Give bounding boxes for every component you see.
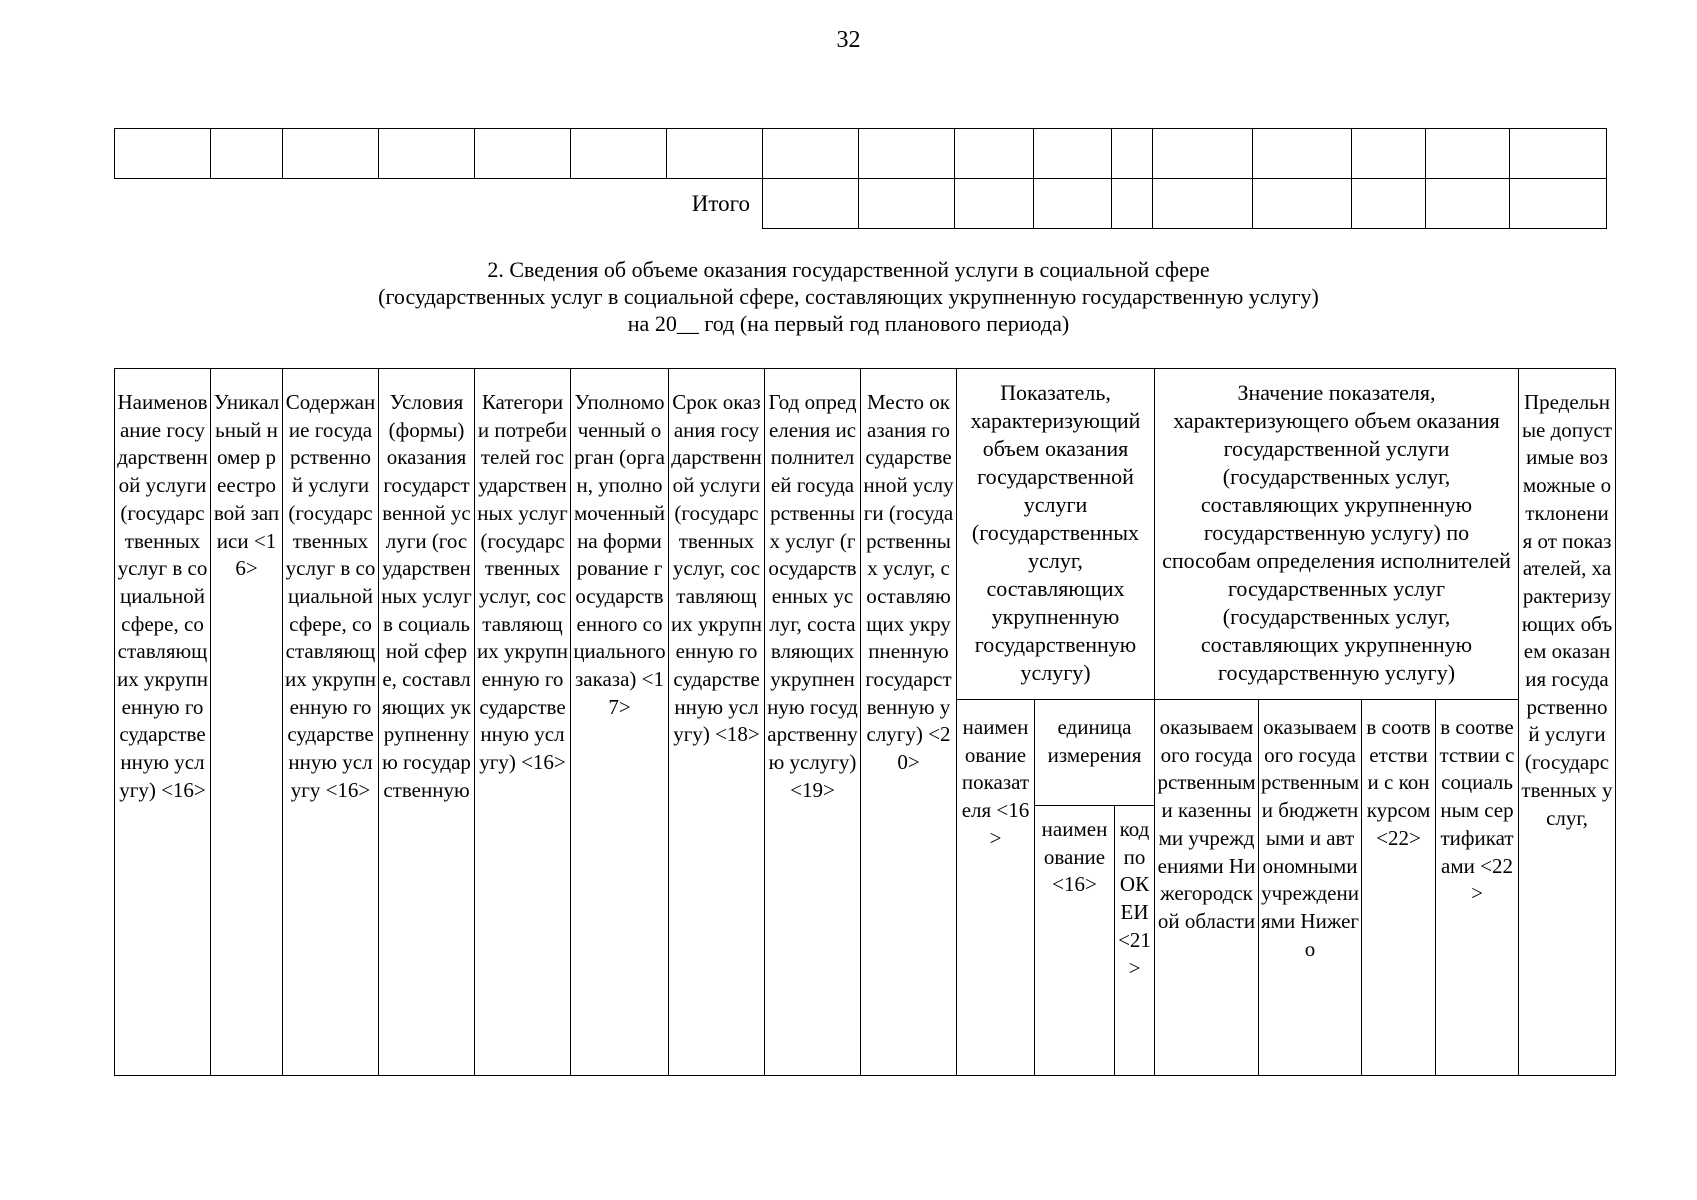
table-cell xyxy=(211,129,283,179)
itogo-row xyxy=(115,179,1607,229)
table-cell xyxy=(1426,179,1510,229)
continuation-table xyxy=(114,128,1607,229)
table-cell xyxy=(955,179,1034,229)
header-content: Содержание государственной услуги (государственных услуг в социальной сфере, составляющих укрупненную государственную услугу <16> xyxy=(283,369,379,1076)
header-value-kazennye: оказываемого государственными казенными учреждениями Нижегородской области xyxy=(1155,700,1259,1076)
table-cell xyxy=(379,129,475,179)
header-value-group: Значение показателя, характеризующего объем оказания государственной услуги (государственных услуг, составляющих укрупненную государственную услугу) по способам определения исполнителей государственных услуг (государственных услуг, составляющих укрупненную государственную услугу) xyxy=(1155,369,1519,700)
header-place: Место оказания государственной услуги (государственных услуг, составляющих укрупненную государственную услугу) <20> xyxy=(861,369,957,1076)
header-unit-group: единица измерения xyxy=(1035,700,1155,806)
section-title-line: (государственных услуг в социальной сфере, составляющих укрупненную государственную услугу) xyxy=(378,284,1319,309)
table-cell xyxy=(283,129,379,179)
page-number: 32 xyxy=(836,27,861,53)
section-title-line: на 20__ год (на первый год планового периода) xyxy=(627,311,1070,336)
table-cell xyxy=(955,129,1034,179)
header-indicator-name: наименование показателя <16> xyxy=(957,700,1035,1076)
table-cell xyxy=(1034,179,1112,229)
table-cell xyxy=(475,129,571,179)
header-value-konkurs: в соответствии с конкурсом <22> xyxy=(1362,700,1436,1076)
header-value-certificates: в соответствии с социальным сертификатами <22> xyxy=(1436,700,1519,1076)
table-row xyxy=(115,129,1607,179)
header-term: Срок оказания государственной услуги (государственных услуг, составляющих укрупненную государственную услугу) <18> xyxy=(669,369,765,1076)
table-cell xyxy=(1153,179,1253,229)
header-indicator-group: Показатель, характеризующий объем оказания государственной услуги (государственных услуг, составляющих укрупненную государственную услугу) xyxy=(957,369,1155,700)
table-cell xyxy=(763,179,859,229)
header-year: Год определения исполнителей государственных услуг (государственных услуг, составляющих укрупненную государственную услугу) <19> xyxy=(765,369,861,1076)
table-cell xyxy=(1510,179,1607,229)
table-cell xyxy=(571,129,667,179)
header-deviations: Предельные допустимые возможные отклонения от показателей, характеризующих объем оказания государственной услуги (государственных услуг, xyxy=(1519,369,1616,1076)
table-cell xyxy=(1352,179,1426,229)
table-cell xyxy=(115,129,211,179)
table-cell xyxy=(1153,129,1253,179)
header-consumer-categories: Категории потребителей государственных услуг (государственных услуг, составляющих укрупненную государственную услугу) <16> xyxy=(475,369,571,1076)
volume-table xyxy=(114,368,1616,1076)
table-cell xyxy=(1352,129,1426,179)
header-conditions: Условия (формы) оказания государственной услуги (государственных услуг в социальной сфере, составляющих укрупненную государственную xyxy=(379,369,475,1076)
header-unit-name: наименование <16> xyxy=(1035,806,1115,1076)
table-cell xyxy=(1034,129,1112,179)
header-authorized-body: Уполномоченный орган (орган, уполномоченный на формирование государственного социального заказа) <17> xyxy=(571,369,669,1076)
table-cell xyxy=(1112,179,1153,229)
header-registry-number: Уникальный номер реестровой записи <16> xyxy=(211,369,283,1076)
table-cell xyxy=(859,179,955,229)
table-cell xyxy=(1253,179,1352,229)
section-title-line: 2. Сведения об объеме оказания государственной услуги в социальной сфере xyxy=(487,257,1210,282)
table-cell xyxy=(1253,129,1352,179)
table-cell xyxy=(763,129,859,179)
table-cell xyxy=(667,129,763,179)
header-name: Наименование государственной услуги (государственных услуг в социальной сфере, составляющих укрупненную государственную услугу) <16> xyxy=(115,369,211,1076)
itogo-label: Итого xyxy=(691,190,750,216)
section-title xyxy=(0,256,1697,337)
header-row xyxy=(115,369,1616,700)
table-cell xyxy=(1112,129,1153,179)
table-cell xyxy=(1510,129,1607,179)
header-unit-okei: код по ОКЕИ <21> xyxy=(1115,806,1155,1076)
table-cell xyxy=(859,129,955,179)
header-value-budget: оказываемого государственными бюджетными и автономными учреждениями Нижего xyxy=(1259,700,1362,1076)
table-cell xyxy=(1426,129,1510,179)
